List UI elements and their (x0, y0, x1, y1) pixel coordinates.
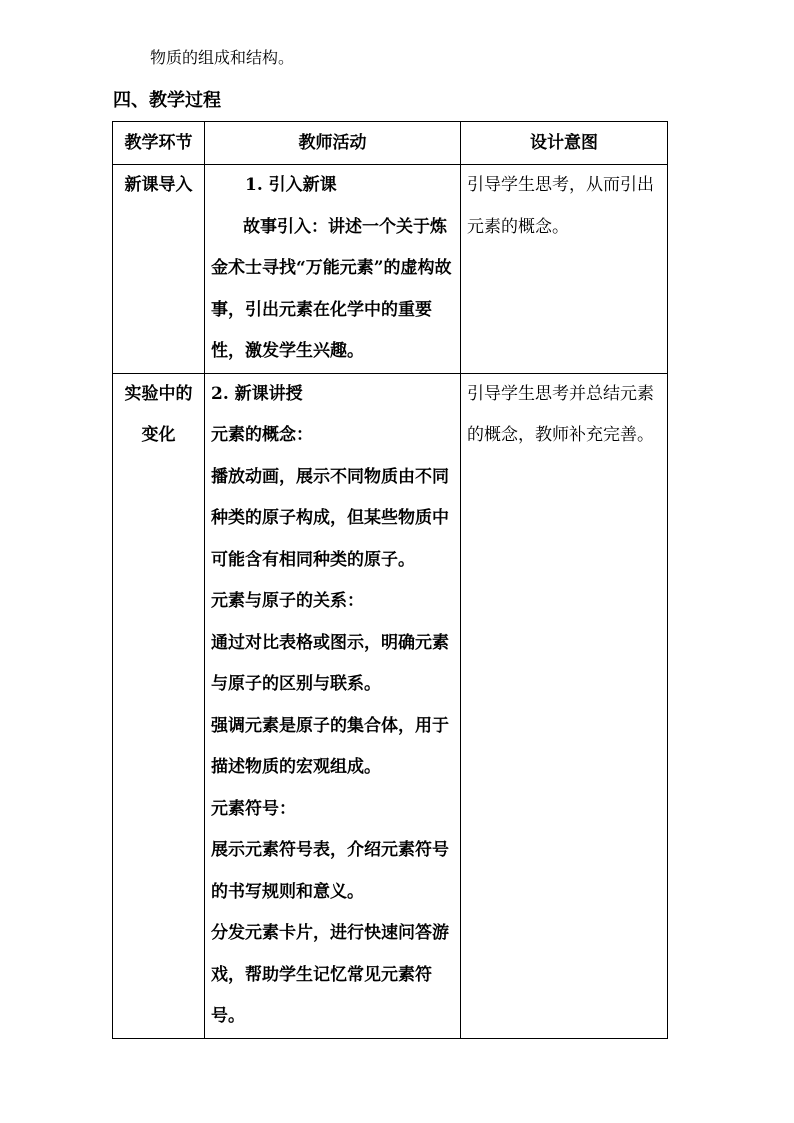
activity-line: 展示元素符号表，介绍元素符号的书写规则和意义。 (211, 840, 449, 902)
activity-line: 元素与原子的关系： (211, 591, 364, 611)
activity-line: 1. 引入新课 (245, 175, 337, 195)
activity-line: 故事引入：讲述一个关于炼金术士寻找“万能元素”的虚构故事，引出元素在化学中的重要性，激发学生兴趣。 (211, 216, 452, 361)
activity-line: 元素符号： (211, 798, 296, 819)
section-heading: 四、教学过程 (113, 90, 221, 111)
activity-line: 2. 新课讲授 (211, 383, 303, 404)
activity-line: 强调元素是原子的集合体，用于描述物质的宏观组成。 (211, 715, 449, 777)
stage-cell: 新课导入 (113, 165, 205, 374)
table-header-row (113, 122, 668, 165)
activity-line: 分发元素卡片，进行快速问答游戏，帮助学生记忆常见元素符号。 (211, 923, 449, 1026)
stage-cell: 实验中的变化 (113, 373, 205, 1038)
activity-line: 播放动画，展示不同物质由不同种类的原子构成，但某些物质中可能含有相同种类的原子。 (211, 466, 449, 570)
intro-text: 物质的组成和结构。 (150, 48, 295, 67)
activity-line: 元素的概念： (211, 425, 313, 445)
header-intent: 设计意图 (461, 122, 668, 165)
header-stage: 教学环节 (113, 122, 205, 165)
intent-cell: 引导学生思考，从而引出元素的概念。 (461, 165, 668, 374)
table-row (113, 165, 668, 374)
table-row (113, 373, 668, 1038)
activity-cell (205, 373, 461, 1038)
intent-cell: 引导学生思考并总结元素的概念，教师补充完善。 (461, 373, 668, 1038)
activity-cell (205, 165, 461, 374)
header-activity: 教师活动 (205, 122, 461, 165)
teaching-process-table (112, 121, 668, 1039)
activity-line: 通过对比表格或图示，明确元素与原子的区别与联系。 (211, 632, 449, 694)
